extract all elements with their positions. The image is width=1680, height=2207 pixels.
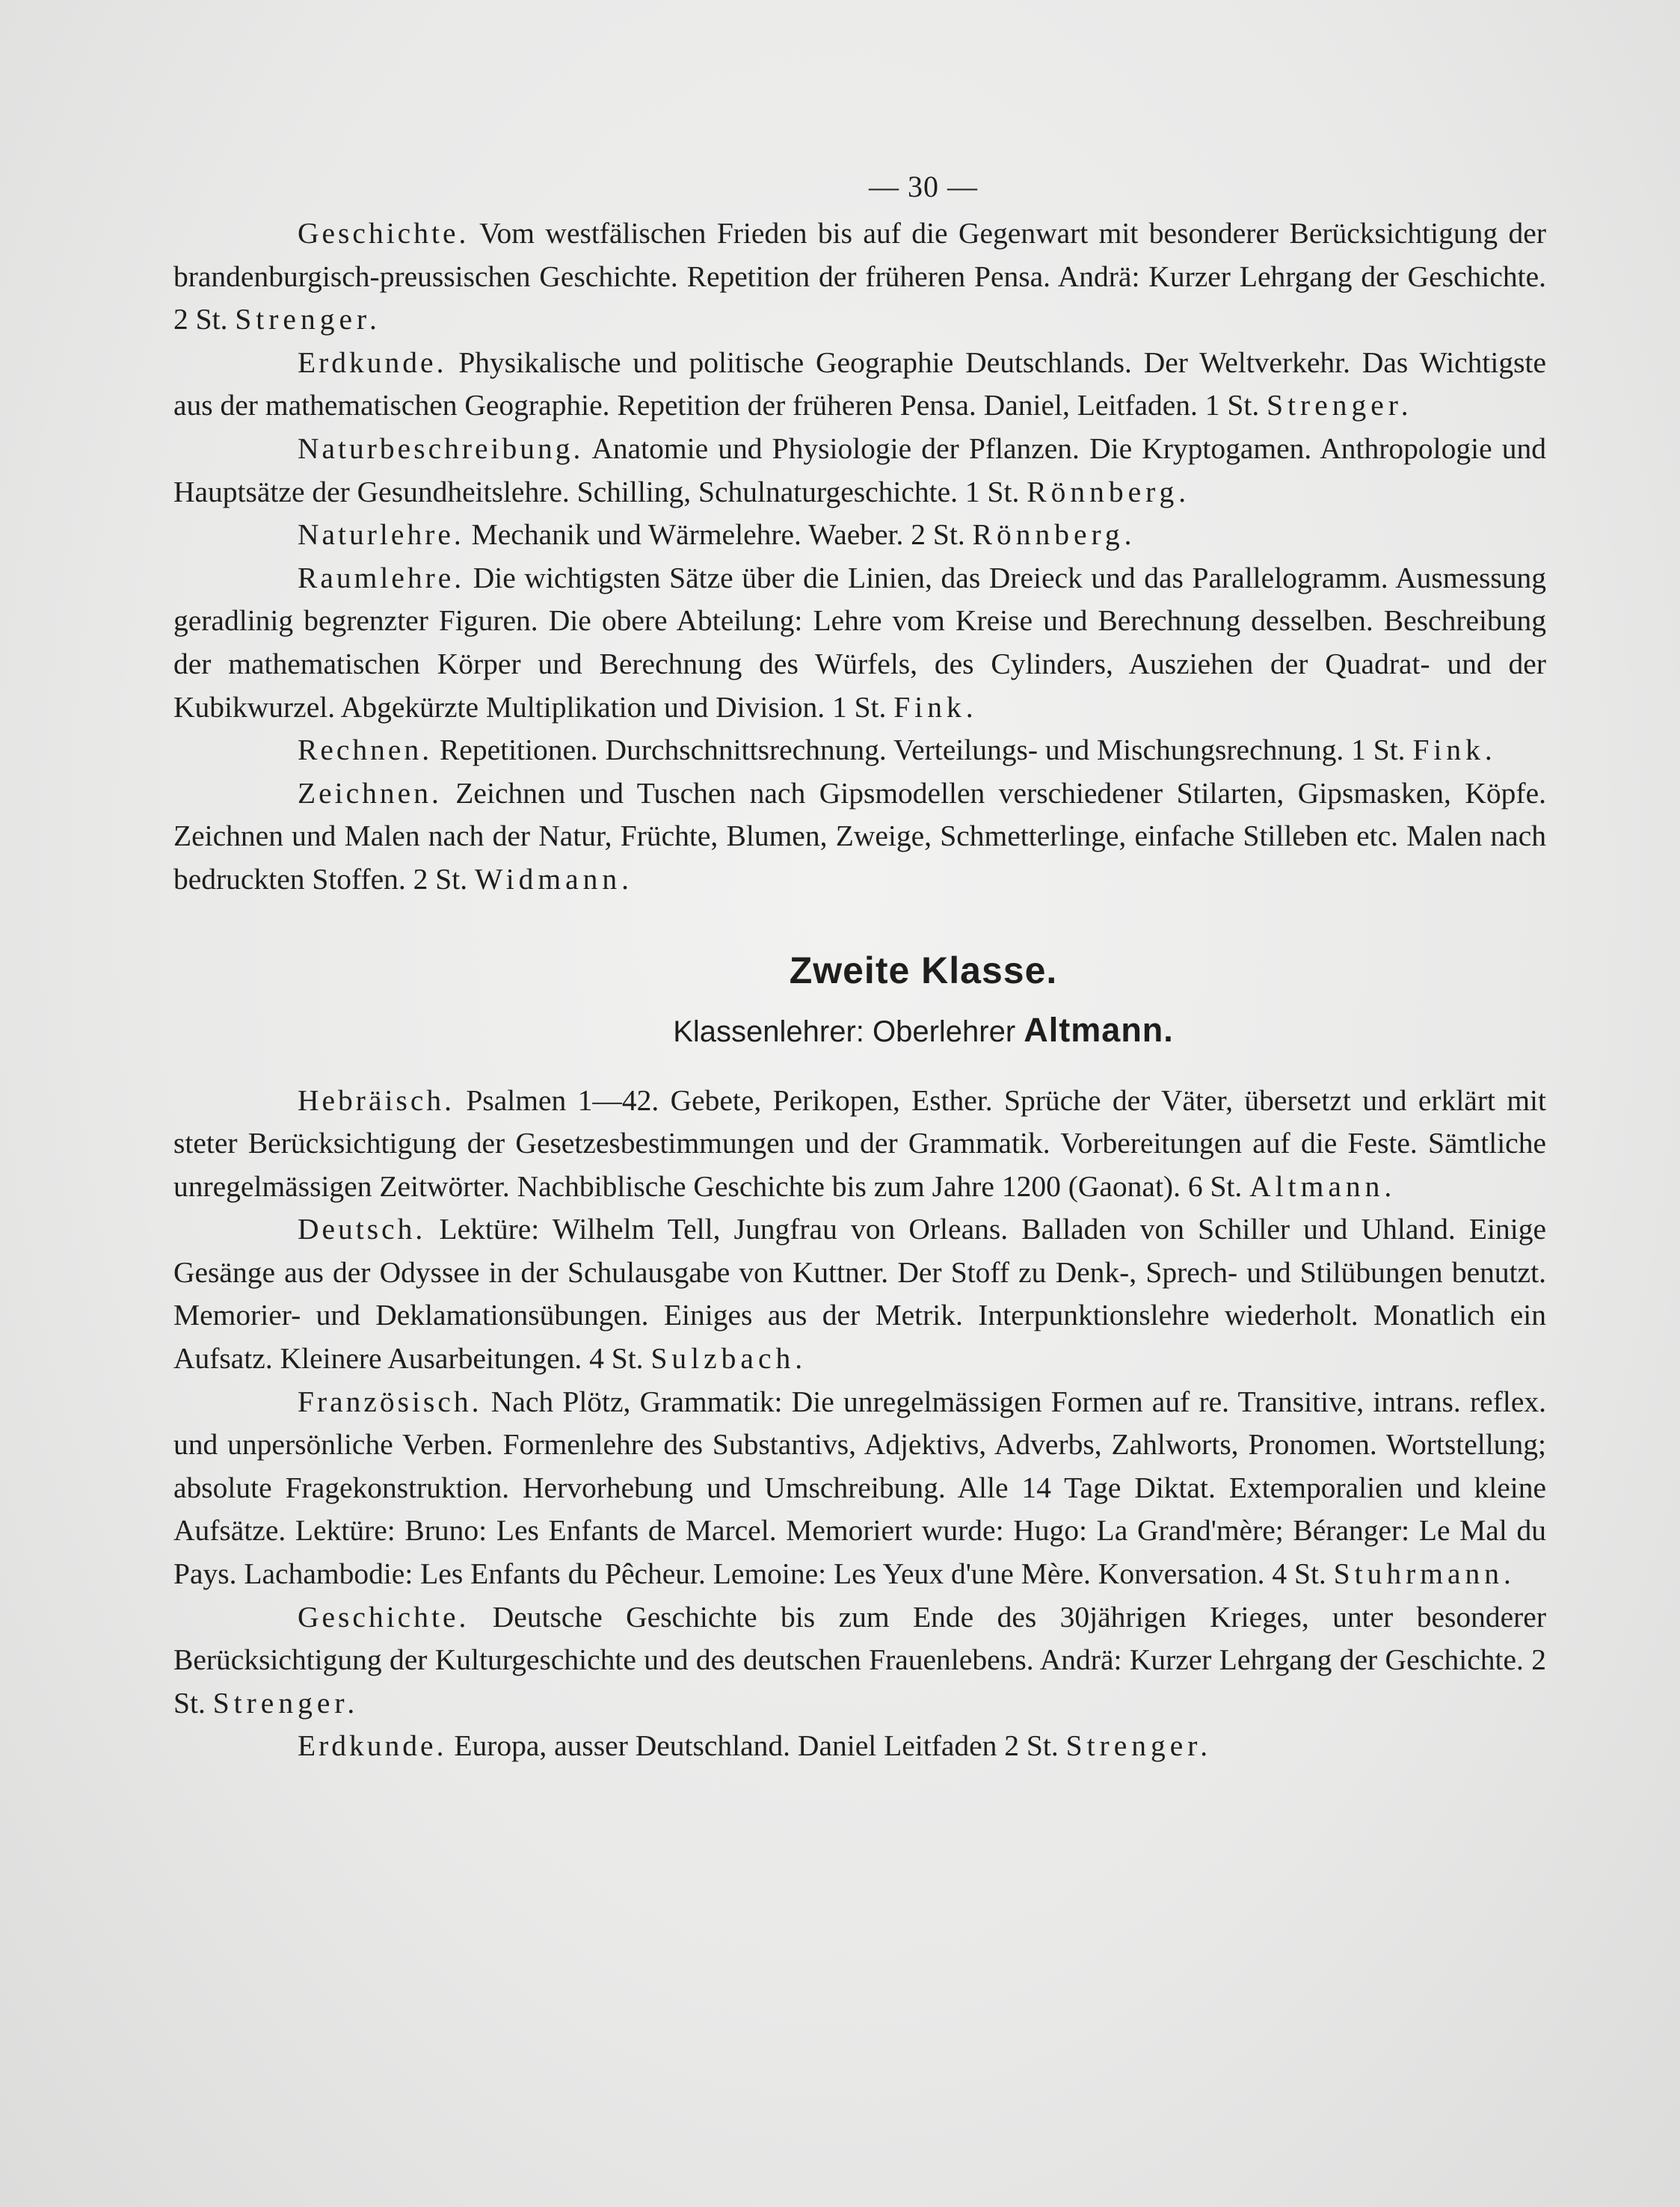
subject-heading: Zeichnen.	[298, 776, 442, 810]
teacher-name: Strenger.	[212, 1686, 360, 1720]
paragraph-zeichnen	[173, 772, 1546, 902]
page-number: — 30 —	[869, 170, 978, 203]
subject-heading: Erdkunde.	[298, 345, 447, 379]
upper-curriculum-block	[173, 212, 1546, 902]
teacher-name: Strenger.	[1065, 1729, 1213, 1763]
paragraph-franzoesisch	[173, 1381, 1546, 1596]
paragraph-rechnen	[173, 729, 1546, 772]
paragraph-text: Zeichnen und Tuschen nach Gipsmodellen verschiedener Stilarten, Gipsmasken, Köpfe. Zeichnen und Malen nach der Natur, Früchte, Blumen, Zweige, Schmetterlinge, einfache Stilleben etc. Malen nach bedruckten Stoffen. 2 St.	[173, 776, 1546, 896]
subject-heading: Geschichte.	[298, 1600, 470, 1634]
section-title: Zweite Klasse.	[789, 949, 1058, 991]
class-teacher-label: Klassenlehrer: Oberlehrer	[673, 1015, 1024, 1048]
paragraph-naturbeschreibung	[173, 428, 1546, 514]
teacher-name: Strenger.	[235, 303, 381, 336]
subject-heading: Französisch.	[298, 1385, 482, 1418]
paragraph-text: Mechanik und Wärmelehre. Waeber. 2 St.	[464, 518, 973, 552]
paragraph-raumlehre	[173, 557, 1546, 729]
paragraph-text: Europa, ausser Deutschland. Daniel Leitfaden 2 St.	[446, 1729, 1066, 1763]
spacer	[173, 1060, 1546, 1080]
document-page	[173, 169, 1546, 1768]
spacer	[173, 902, 1546, 941]
teacher-name: Fink.	[1412, 733, 1497, 767]
paragraph-text: Nach Plötz, Grammatik: Die unregelmässigen Formen auf re. Transitive, intrans. reflex. und unpersönliche Verben. Formenlehre des Substantivs, Adjektivs, Adverbs, Zahlworts, Pronomen. Wortstellung; absolute Fragekonstruktion. Hervorhebung und Umschreibung. Alle 14 Tage Diktat. Extemporalien und kleine Aufsätze. Lektüre: Bruno: Les Enfants de Marcel. Memoriert wurde: Hugo: La Grand'mère; Béranger: Le Mal du Pays. Lachambodie: Les Enfants du Pêcheur. Lemoine: Les Yeux d'une Mère. Konversation. 4 St.	[173, 1385, 1546, 1591]
subject-heading: Erdkunde.	[298, 1729, 447, 1763]
paragraph-deutsch	[173, 1208, 1546, 1380]
paragraph-text: Physikalische und politische Geographie Deutschlands. Der Weltverkehr. Das Wichtigste aus der mathematischen Geographie. Repetition der früheren Pensa. Daniel, Leitfaden. 1 St.	[173, 345, 1546, 422]
paragraph-erdkunde-2	[173, 1725, 1546, 1768]
paragraph-text: Repetitionen. Durchschnittsrechnung. Verteilungs- und Mischungsrechnung. 1 St.	[432, 733, 1413, 767]
subject-heading: Naturlehre.	[298, 518, 464, 552]
teacher-name: Fink.	[893, 690, 978, 724]
teacher-name: Rönnberg.	[1027, 475, 1191, 508]
teacher-name: Rönnberg.	[972, 518, 1136, 552]
subject-heading: Geschichte.	[298, 217, 470, 250]
teacher-name: Stuhrmann.	[1333, 1557, 1516, 1591]
subject-heading: Raumlehre.	[298, 561, 465, 594]
paragraph-geschichte	[173, 212, 1546, 342]
paragraph-text: Lektüre: Wilhelm Tell, Jungfrau von Orleans. Balladen von Schiller und Uhland. Einige Gesänge aus der Odyssee in der Schulausgabe von Kuttner. Der Stoff zu Denk-, Sprech- und Stilübungen benutzt. Memorier- und Deklamationsübungen. Einiges aus der Metrik. Interpunktionslehre wiederholt. Monatlich ein Aufsatz. Kleinere Ausarbeitungen. 4 St.	[173, 1213, 1546, 1376]
paragraph-text: Die wichtigsten Sätze über die Linien, das Dreieck und das Parallelogramm. Ausmessung geradlinig begrenzter Figuren. Die obere Abteilung: Lehre vom Kreise und Berechnung desselben. Beschreibung der mathematischen Körper und Berechnung des Würfels, des Cylinders, Ausziehen der Quadrat- und der Kubikwurzel. Abgekürzte Multiplikation und Division. 1 St.	[173, 561, 1546, 724]
paragraph-text: Anatomie und Physiologie der Pflanzen. Die Kryptogamen. Anthropologie und Hauptsätze der Gesundheitslehre. Schilling, Schulnaturgeschichte. 1 St.	[173, 431, 1546, 508]
teacher-name: Sulzbach.	[650, 1342, 807, 1376]
paragraph-erdkunde	[173, 342, 1546, 428]
paragraph-naturlehre	[173, 514, 1546, 557]
teacher-name: Widmann.	[475, 862, 634, 896]
subject-heading: Rechnen.	[298, 733, 433, 767]
paragraph-hebraeisch	[173, 1080, 1546, 1209]
subject-heading: Naturbeschreibung.	[298, 431, 584, 465]
teacher-name: Strenger.	[1267, 389, 1413, 422]
teacher-name: Altmann.	[1249, 1169, 1397, 1203]
class-teacher-line	[301, 1000, 1546, 1060]
subject-heading: Hebräisch.	[298, 1083, 455, 1117]
paragraph-text: Psalmen 1—42. Gebete, Perikopen, Esther. Sprüche der Väter, übersetzt und erklärt mit steter Berücksichtigung der Gesetzesbestimmungen und der Grammatik. Vorbereitungen auf die Feste. Sämtliche unregelmässigen Zeitwörter. Nachbiblische Geschichte bis zum Jahre 1200 (Gaonat). 6 St.	[173, 1083, 1546, 1203]
paragraph-text: Deutsche Geschichte bis zum Ende des 30jährigen Krieges, unter besonderer Berücksichtigung der Kulturgeschichte und des deutschen Frauenlebens. Andrä: Kurzer Lehrgang der Geschichte. 2 St.	[173, 1600, 1546, 1720]
class-teacher-name: Altmann.	[1024, 1010, 1174, 1049]
subject-heading: Deutsch.	[298, 1213, 426, 1246]
paragraph-text: Vom westfälischen Frieden bis auf die Gegenwart mit besonderer Berücksichtigung der brandenburgisch-preussischen Geschichte. Repetition der früheren Pensa. Andrä: Kurzer Lehrgang der Geschichte. 2 St.	[173, 217, 1546, 336]
lower-curriculum-block	[173, 1080, 1546, 1769]
paragraph-geschichte-2	[173, 1596, 1546, 1726]
